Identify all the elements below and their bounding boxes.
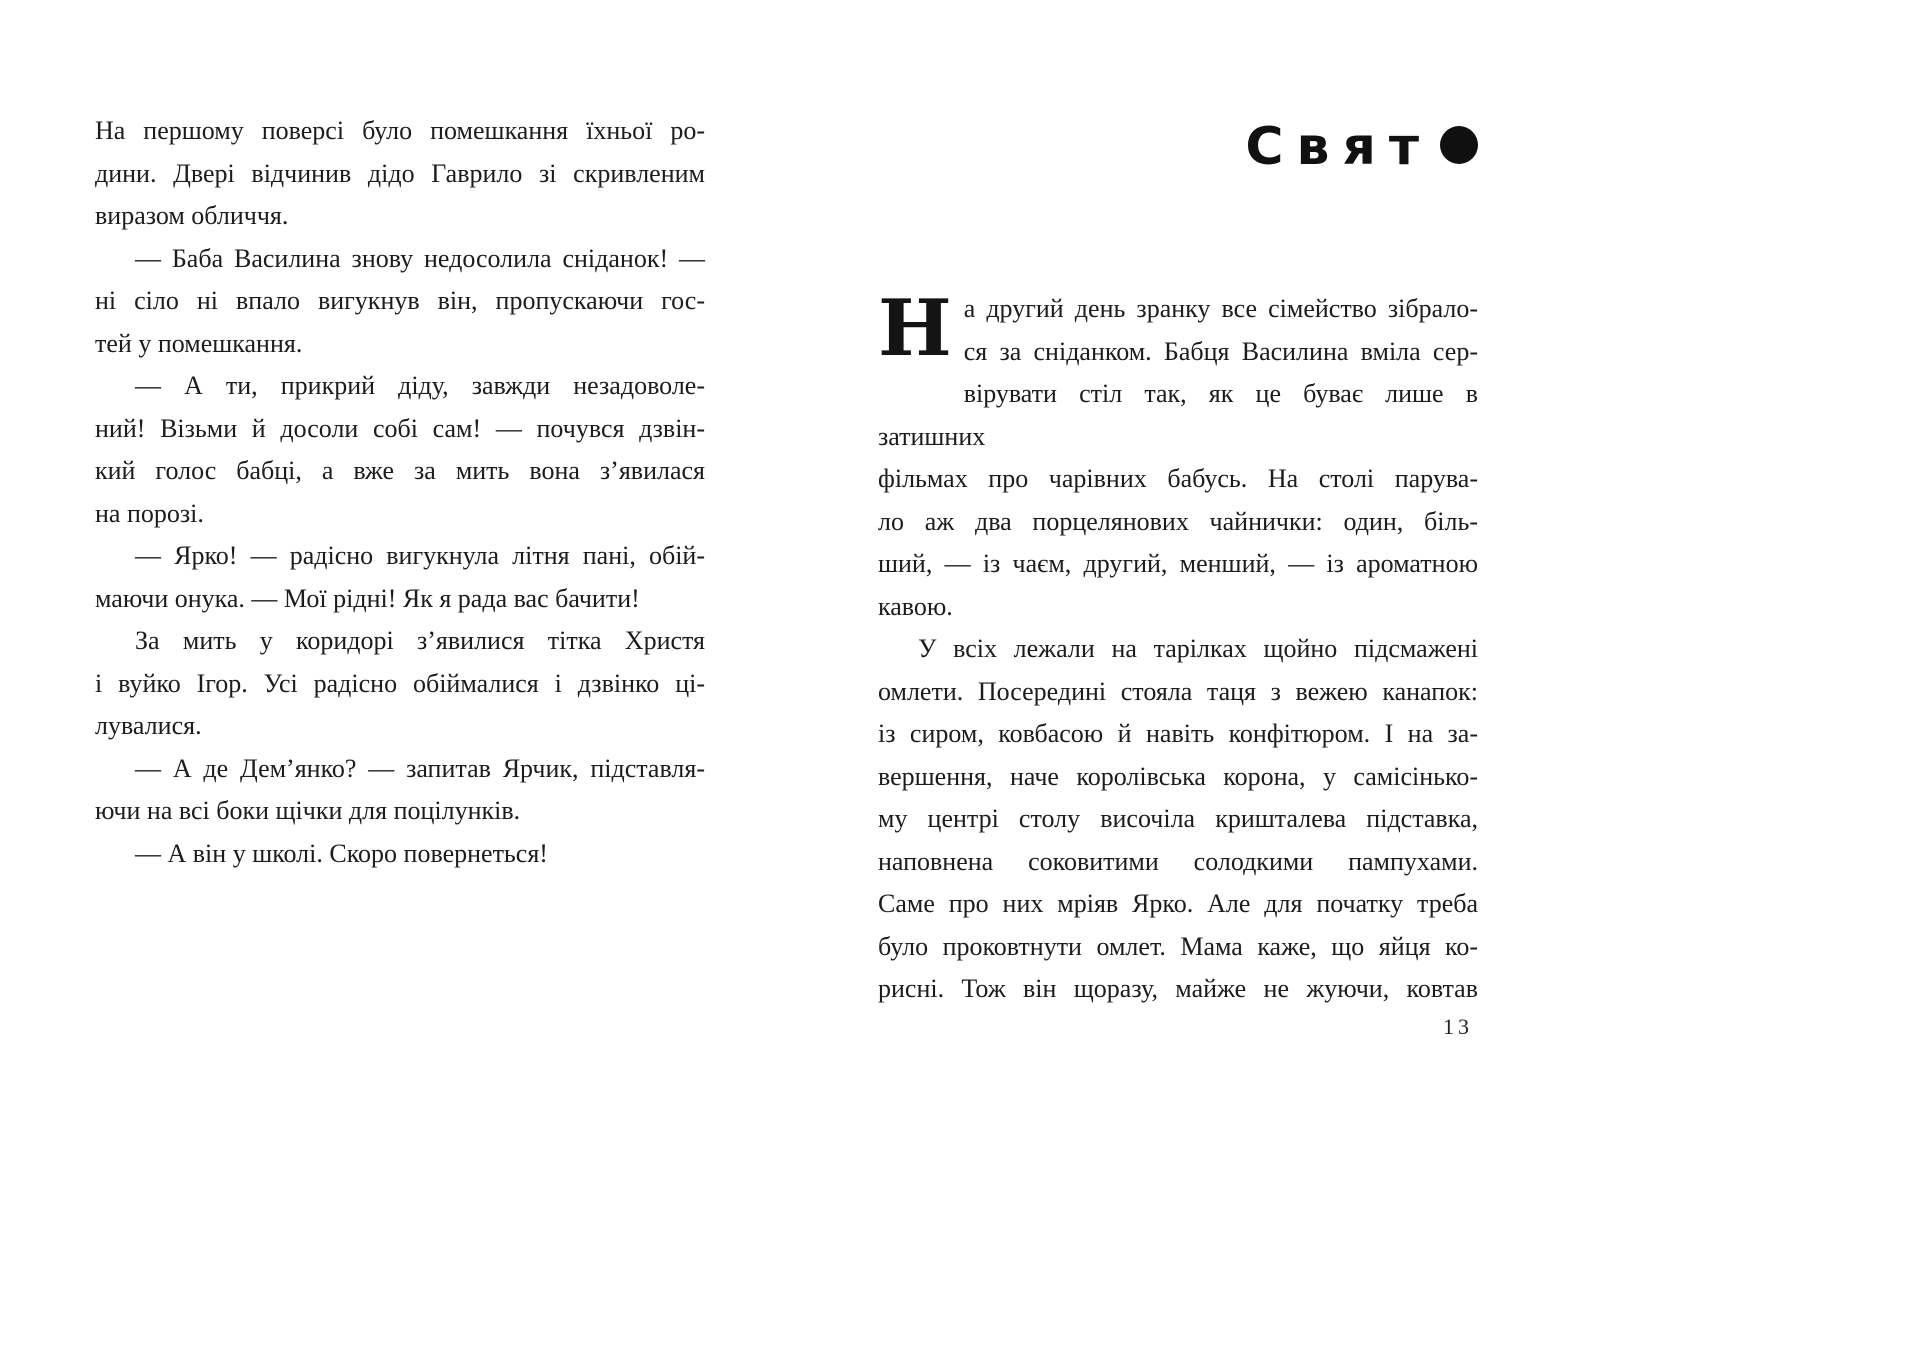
left-text-column [95, 110, 705, 875]
text-line: лувалися. [95, 711, 202, 740]
text-line: Саме про них мріяв Ярко. Але для початку треба [878, 889, 1478, 918]
chapter-title-text: Свят [1245, 117, 1432, 177]
text-line: За мить у коридорі з’явилися тітка Христя [135, 626, 705, 655]
text-line: вірувати стіл так, як це буває лише в затишних [878, 379, 1478, 451]
text-line: ся за сніданком. Бабця Василина вміла сер- [963, 336, 1478, 366]
text-line: — А він у школі. Скоро повернеться! [135, 838, 548, 868]
text-line: було проковтнути омлет. Мама каже, що яйця ко- [878, 931, 1478, 961]
paragraph [878, 628, 1478, 1011]
paragraph [95, 620, 705, 748]
text-line: — Ярко! — радісно вигукнула літня пані, обій- [135, 541, 705, 570]
text-line: ючи на всі боки щічки для поцілунків. [95, 796, 521, 825]
text-line: У всіх лежали на тарілках щойно підсмажені [918, 634, 1478, 663]
text-line: ні сіло ні впало вигукнув він, пропускаючи гос- [95, 286, 705, 315]
chapter-title [1245, 118, 1478, 176]
text-line: — Баба Василина знову недосолила сніданок! — [135, 243, 705, 273]
paragraph [95, 535, 705, 620]
paragraph [95, 833, 705, 876]
text-line: омлети. Посередині стояла таця з вежею канапок: [878, 676, 1478, 706]
text-line: На першому поверсі було помешкання їхньої ро- [95, 116, 705, 145]
paragraph [95, 110, 705, 238]
chapter-title-last-letter [1457, 145, 1478, 164]
text-line: рисні. Тож він щоразу, майже не жуючи, ковтав [878, 974, 1478, 1003]
chapter-title-dot [1440, 126, 1478, 164]
text-line: на порозі. [95, 498, 204, 528]
text-line: виразом обличчя. [95, 201, 289, 230]
paragraph [95, 238, 705, 366]
text-line: наповнена соковитими солодкими пампухами. [878, 846, 1478, 876]
text-line: тей у помешкання. [95, 328, 303, 358]
text-line: фільмах про чарівних бабусь. На столі парува- [878, 464, 1478, 493]
text-line: а другий день зранку все сімейство зібрало- [963, 294, 1478, 323]
paragraph [95, 365, 705, 535]
paragraph [95, 748, 705, 833]
page-number: 13 [1443, 1014, 1473, 1039]
text-line: кий голос бабці, а вже за мить вона з’явилася [95, 456, 705, 485]
text-line: і вуйко Ігор. Усі радісно обіймалися і дзвінко ці- [95, 668, 705, 698]
text-line: му центрі столу височіла кришталева підставка, [878, 804, 1478, 833]
text-line: ло аж два порцелянових чайнички: один, біль- [878, 506, 1478, 536]
text-line: дини. Двері відчинив дідо Гаврило зі скривленим [95, 158, 705, 188]
text-line: — А де Дем’янко? — запитав Ярчик, підставля- [135, 753, 705, 783]
text-line: кавою. [878, 591, 953, 621]
text-line: вершення, наче королівська корона, у самісінько- [878, 761, 1478, 791]
text-line: із сиром, ковбасою й навіть конфітюром. І на за- [878, 719, 1478, 748]
text-line: маючи онука. — Мої рідні! Як я рада вас бачити! [95, 583, 640, 613]
drop-cap: Н [878, 283, 952, 374]
paragraph [878, 283, 1478, 628]
text-line: ний! Візьми й досоли собі сам! — почувся дзвін- [95, 413, 705, 443]
text-line: ший, — із чаєм, другий, менший, — із ароматною [878, 549, 1478, 578]
right-text-column [878, 283, 1478, 1011]
text-line: — А ти, прикрий діду, завжди незадоволе- [135, 371, 705, 400]
